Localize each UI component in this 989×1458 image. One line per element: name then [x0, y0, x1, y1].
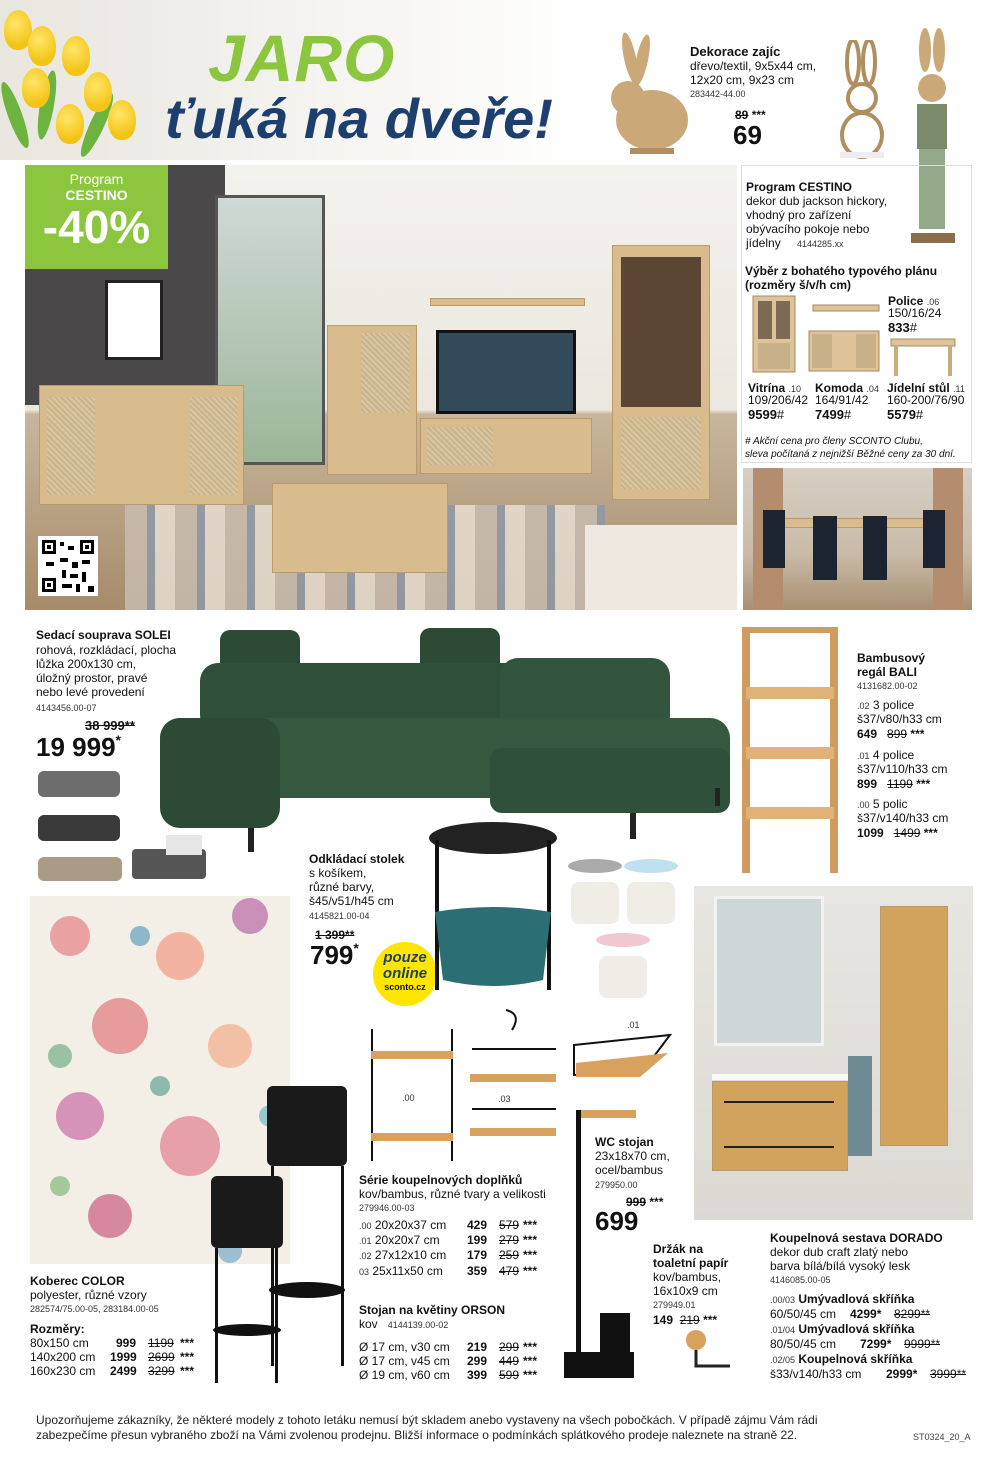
sofa-title: Sedací souprava SOLEI [36, 628, 171, 642]
dorado-bathroom-photo [694, 886, 973, 1220]
sofa-price: 19 999* [36, 732, 121, 762]
bali-row-price: 899 1199 *** [857, 777, 931, 791]
stolek-desc: s košíkem, [309, 866, 367, 880]
koberec-code: 282574/75.00-05, 283184.00-05 [30, 1304, 159, 1314]
cestino-discount-badge [25, 165, 168, 269]
doplnky-row: .02 27x12x10 cm 179 259 *** [359, 1248, 538, 1262]
dorado-row-name: .01/04 Umývadlová skříňka [770, 1322, 915, 1336]
komoda-label: Komoda .04 [815, 381, 879, 395]
sofa-variants-image [36, 765, 211, 885]
stolek-desc: různé barvy, [309, 880, 375, 894]
tulip-flower [56, 104, 84, 144]
sofa-desc: rohová, rozkládací, plocha [36, 643, 177, 657]
komoda-dim: 164/91/42 [815, 393, 869, 407]
dorado-row-price: 80/50/45 cm 7299* 9999** [770, 1337, 941, 1351]
vitrina-label: Vitrína .10 [748, 381, 801, 395]
orson-row: Ø 17 cm, v45 cm 299 449 *** [359, 1354, 538, 1368]
drzak-desc: kov/bambus, [653, 1270, 722, 1284]
bunny-title: Dekorace zajíc [690, 44, 781, 59]
orson-title: Stojan na květiny ORSON [359, 1303, 506, 1317]
footer-disclaimer: Upozorňujeme zákazníky, že některé modely z tohoto letáku nemusí být skladem anebo vystaveny na všech pobočkách. V případě zájmu Vám rádi [36, 1413, 818, 1427]
cestino-desc: dekor dub jackson hickory, [746, 194, 888, 208]
bath-hanging-shelf-03-image [466, 1008, 561, 1158]
vitrina-dim: 109/206/42 [748, 393, 809, 407]
badge-program-name: CESTINO [65, 187, 128, 203]
wc-code: 279950.00 [595, 1180, 638, 1190]
bali-row-dim: š37/v140/h33 cm [857, 811, 949, 825]
stolek-desc: š45/v51/h45 cm [309, 894, 394, 908]
stolek-code: 4145821.00-04 [309, 911, 370, 921]
sofa-desc: nebo levé provedení [36, 685, 145, 699]
bunny-price: 69 [733, 120, 762, 150]
page-title: JARO [208, 21, 396, 95]
bali-row-dim: š37/v80/h33 cm [857, 712, 942, 726]
stolek-price: 799* [310, 940, 359, 970]
komoda-thumb [808, 330, 880, 375]
dorado-title: Koupelnová sestava DORADO [770, 1231, 943, 1245]
drzak-title: toaletní papír [653, 1256, 729, 1270]
cestino-desc: obývacího pokoje nebo [746, 222, 870, 236]
doplnky-row: 03 25x11x50 cm 359 479 *** [359, 1264, 538, 1278]
doplnky-row: .01 20x20x7 cm 199 279 *** [359, 1233, 538, 1247]
dorado-row-price: 60/50/45 cm 4299* 8299** [770, 1307, 931, 1321]
orson-plant-stands-image [205, 1080, 355, 1392]
toilet-paper-holder-image [666, 1326, 736, 1376]
stolek-old-price: 1 399** [315, 928, 355, 942]
doplnky-desc: kov/bambus, různé tvary a velikosti [359, 1187, 546, 1201]
dorado-desc: dekor dub craft zlatý nebo [770, 1245, 909, 1259]
bali-title: Bambusový [857, 651, 926, 665]
bali-row-name: .02 3 police [857, 698, 915, 712]
bali-row-price: 649 899 *** [857, 727, 925, 741]
orson-row: Ø 19 cm, v60 cm 399 599 *** [359, 1368, 538, 1382]
badge-program-label: Program [69, 171, 124, 187]
bunny-white-image [835, 40, 890, 160]
drzak-title: Držák na [653, 1242, 704, 1256]
drzak-price: 149 219 *** [653, 1313, 718, 1327]
cestino-title: Program CESTINO [746, 180, 853, 194]
dorado-code: 4146085.00-05 [770, 1275, 831, 1285]
doplnky-label-01: .01 [627, 1020, 640, 1030]
online-only-badge: pouze online sconto.cz [373, 942, 437, 1006]
tulip-flower [62, 36, 90, 76]
bali-row-name: .01 4 police [857, 748, 915, 762]
wc-desc: ocel/bambus [595, 1163, 664, 1177]
koberec-row: 160x230 cm 2499 3299 *** [30, 1364, 195, 1378]
orson-row: Ø 17 cm, v30 cm 219 299 *** [359, 1340, 538, 1354]
koberec-desc: polyester, různé vzory [30, 1288, 147, 1302]
wc-desc: 23x18x70 cm, [595, 1149, 670, 1163]
footer-disclaimer: zabezpečíme přesun vybraného zboží na Vámi zvolenou prodejnu. Bližší informace o podmínkách splátkového prodeje naleznete na straně 22. [36, 1428, 798, 1442]
footer-code: ST0324_20_A [913, 1432, 971, 1442]
tulip-flower [22, 68, 50, 108]
cestino-desc: vhodný pro zařízení [746, 208, 852, 222]
komoda-price: 7499# [815, 407, 852, 422]
wc-price: 699 [595, 1206, 639, 1236]
police-thumb [812, 302, 880, 314]
bunny-desc: 12x20 cm, 9x23 cm [690, 73, 795, 87]
koberec-title: Koberec COLOR [30, 1274, 125, 1288]
cestino-plan-title: Výběr z bohatého typového plánu [745, 264, 938, 278]
wc-title: WC stojan [595, 1135, 654, 1149]
drzak-desc: 16x10x9 cm [653, 1284, 718, 1298]
koberec-row: 140x200 cm 1999 2699 *** [30, 1350, 195, 1364]
tulip-flower [28, 26, 56, 66]
dorado-row-name: .02/05 Koupelnová skříňka [770, 1352, 913, 1366]
bunny-code: 283442-44.00 [690, 89, 746, 99]
koberec-row: 80x150 cm 999 1199 *** [30, 1336, 195, 1350]
bali-shelf-image [740, 625, 840, 875]
sofa-desc: lůžka 200x130 cm, [36, 657, 137, 671]
vitrina-thumb [752, 295, 797, 375]
club-note: sleva počítaná z nejnižší Běžné ceny za 30 dní. [745, 449, 956, 460]
police-dim: 150/16/24 [888, 306, 942, 320]
cestino-plan-subtitle: (rozměry š/v/h cm) [745, 278, 852, 292]
sofa-desc: úložný prostor, pravé [36, 671, 148, 685]
drzak-code: 279949.01 [653, 1300, 696, 1310]
stolek-title: Odkládací stolek [309, 852, 405, 866]
page-subtitle: ťuká na dveře! [165, 87, 553, 150]
cestino-dining-photo [743, 468, 972, 610]
doplnky-row: .00 20x20x37 cm 429 579 *** [359, 1218, 538, 1232]
sofa-code: 4143456.00-07 [36, 703, 97, 713]
sofa-old-price: 38 999** [85, 718, 135, 733]
stolek-colors-image [565, 858, 685, 1008]
bunny-old-price: 89 *** [735, 108, 766, 122]
bunny-decor-image [600, 28, 690, 158]
cestino-code: 4144285.xx [797, 239, 844, 249]
bali-row-price: 1099 1499 *** [857, 826, 938, 840]
badge-discount: -40% [42, 201, 151, 253]
dorado-desc: barva bílá/bílá vysoký lesk [770, 1259, 911, 1273]
koberec-sizes-title: Rozměry: [30, 1322, 85, 1336]
qr-code[interactable] [38, 536, 98, 596]
police-label: Police .06 [888, 294, 940, 308]
doplnky-title: Série koupelnových doplňků [359, 1173, 523, 1187]
tulip-flower [84, 72, 112, 112]
bunny-desc: dřevo/textil, 9x5x44 cm, [690, 59, 817, 73]
doplnky-label-00: .00 [402, 1093, 415, 1103]
orson-material: kov 4144139.00-02 [359, 1317, 449, 1331]
club-note: # Akční cena pro členy SCONTO Clubu, [745, 436, 923, 447]
stul-thumb [890, 338, 956, 378]
qr-code-icon [42, 540, 94, 592]
dorado-row-price: š33/v140/h33 cm 2999* 3999** [770, 1367, 967, 1381]
stolek-black-image [425, 820, 560, 1000]
wc-old-price: 999 *** [626, 1195, 664, 1209]
doplnky-code: 279946.00-03 [359, 1203, 415, 1213]
stul-dim: 160-200/76/90 [887, 393, 965, 407]
bali-row-name: .00 5 polic [857, 797, 908, 811]
tulip-flower [108, 100, 136, 140]
stul-price: 5579# [887, 407, 924, 422]
stul-label: Jídelní stůl .11 [887, 381, 965, 395]
bali-row-dim: š37/v110/h33 cm [857, 762, 948, 776]
cestino-desc: jídelny [746, 236, 781, 250]
vitrina-price: 9599# [748, 407, 785, 422]
bath-corner-shelf-01-image [570, 1025, 675, 1085]
bali-code: 4131682.00-02 [857, 681, 918, 691]
police-price: 833# [888, 320, 917, 335]
dorado-row-name: .00/03 Umývadlová skříňka [770, 1292, 915, 1306]
doplnky-label-03: .03 [498, 1094, 511, 1104]
bali-title: regál BALI [857, 665, 918, 679]
